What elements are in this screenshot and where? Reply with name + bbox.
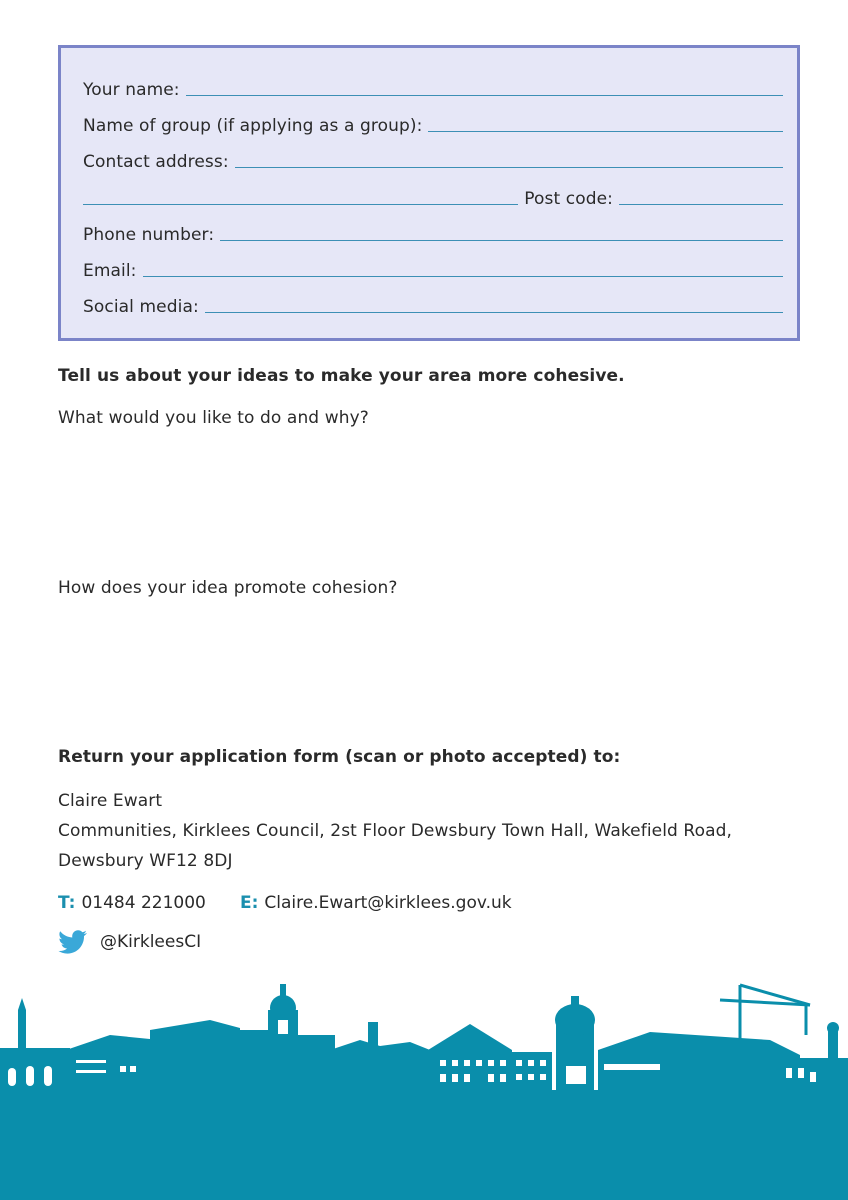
- address-postcode-row: [83, 185, 783, 209]
- group-field[interactable]: [428, 131, 783, 132]
- social-field-row: [83, 293, 783, 317]
- email-label: Email:: [83, 261, 137, 281]
- email-field-row: [83, 257, 783, 281]
- address-line-2: Dewsbury WF12 8DJ: [58, 851, 233, 871]
- email-field[interactable]: [143, 276, 784, 277]
- return-address: [58, 786, 732, 876]
- name-field-row: [83, 76, 783, 100]
- address-field-line2[interactable]: [83, 204, 518, 205]
- group-label: Name of group (if applying as a group):: [83, 116, 423, 136]
- social-label: Social media:: [83, 297, 199, 317]
- address-field[interactable]: [235, 167, 783, 168]
- applicant-details-box: [58, 45, 800, 341]
- address-field-row: [83, 148, 783, 172]
- ideas-heading: Tell us about your ideas to make your area more cohesive.: [58, 366, 625, 386]
- address-line-1: Communities, Kirklees Council, 2st Floor Dewsbury Town Hall, Wakefield Road,: [58, 821, 732, 841]
- twitter-handle[interactable]: @KirkleesCI: [100, 932, 202, 952]
- email-address[interactable]: Claire.Ewart@kirklees.gov.uk: [264, 893, 512, 913]
- phone-number: 01484 221000: [81, 893, 206, 913]
- contact-details: [58, 893, 512, 913]
- return-heading: Return your application form (scan or photo accepted) to:: [58, 747, 621, 767]
- question-what-why: What would you like to do and why?: [58, 408, 369, 428]
- name-label: Your name:: [83, 80, 180, 100]
- contact-name: Claire Ewart: [58, 791, 163, 811]
- question-cohesion: How does your idea promote cohesion?: [58, 578, 398, 598]
- phone-key: T:: [58, 893, 76, 913]
- name-field[interactable]: [186, 95, 783, 96]
- phone-field-row: [83, 221, 783, 245]
- email-key: E:: [240, 893, 259, 913]
- social-field[interactable]: [205, 312, 783, 313]
- twitter-bird-icon: [58, 930, 88, 954]
- group-field-row: [83, 112, 783, 136]
- address-label: Contact address:: [83, 152, 229, 172]
- phone-field[interactable]: [220, 240, 783, 241]
- twitter-contact: [58, 930, 201, 954]
- phone-label: Phone number:: [83, 225, 215, 245]
- postcode-label: Post code:: [524, 189, 613, 209]
- postcode-field[interactable]: [619, 204, 783, 205]
- town-skyline-illustration: [0, 980, 848, 1200]
